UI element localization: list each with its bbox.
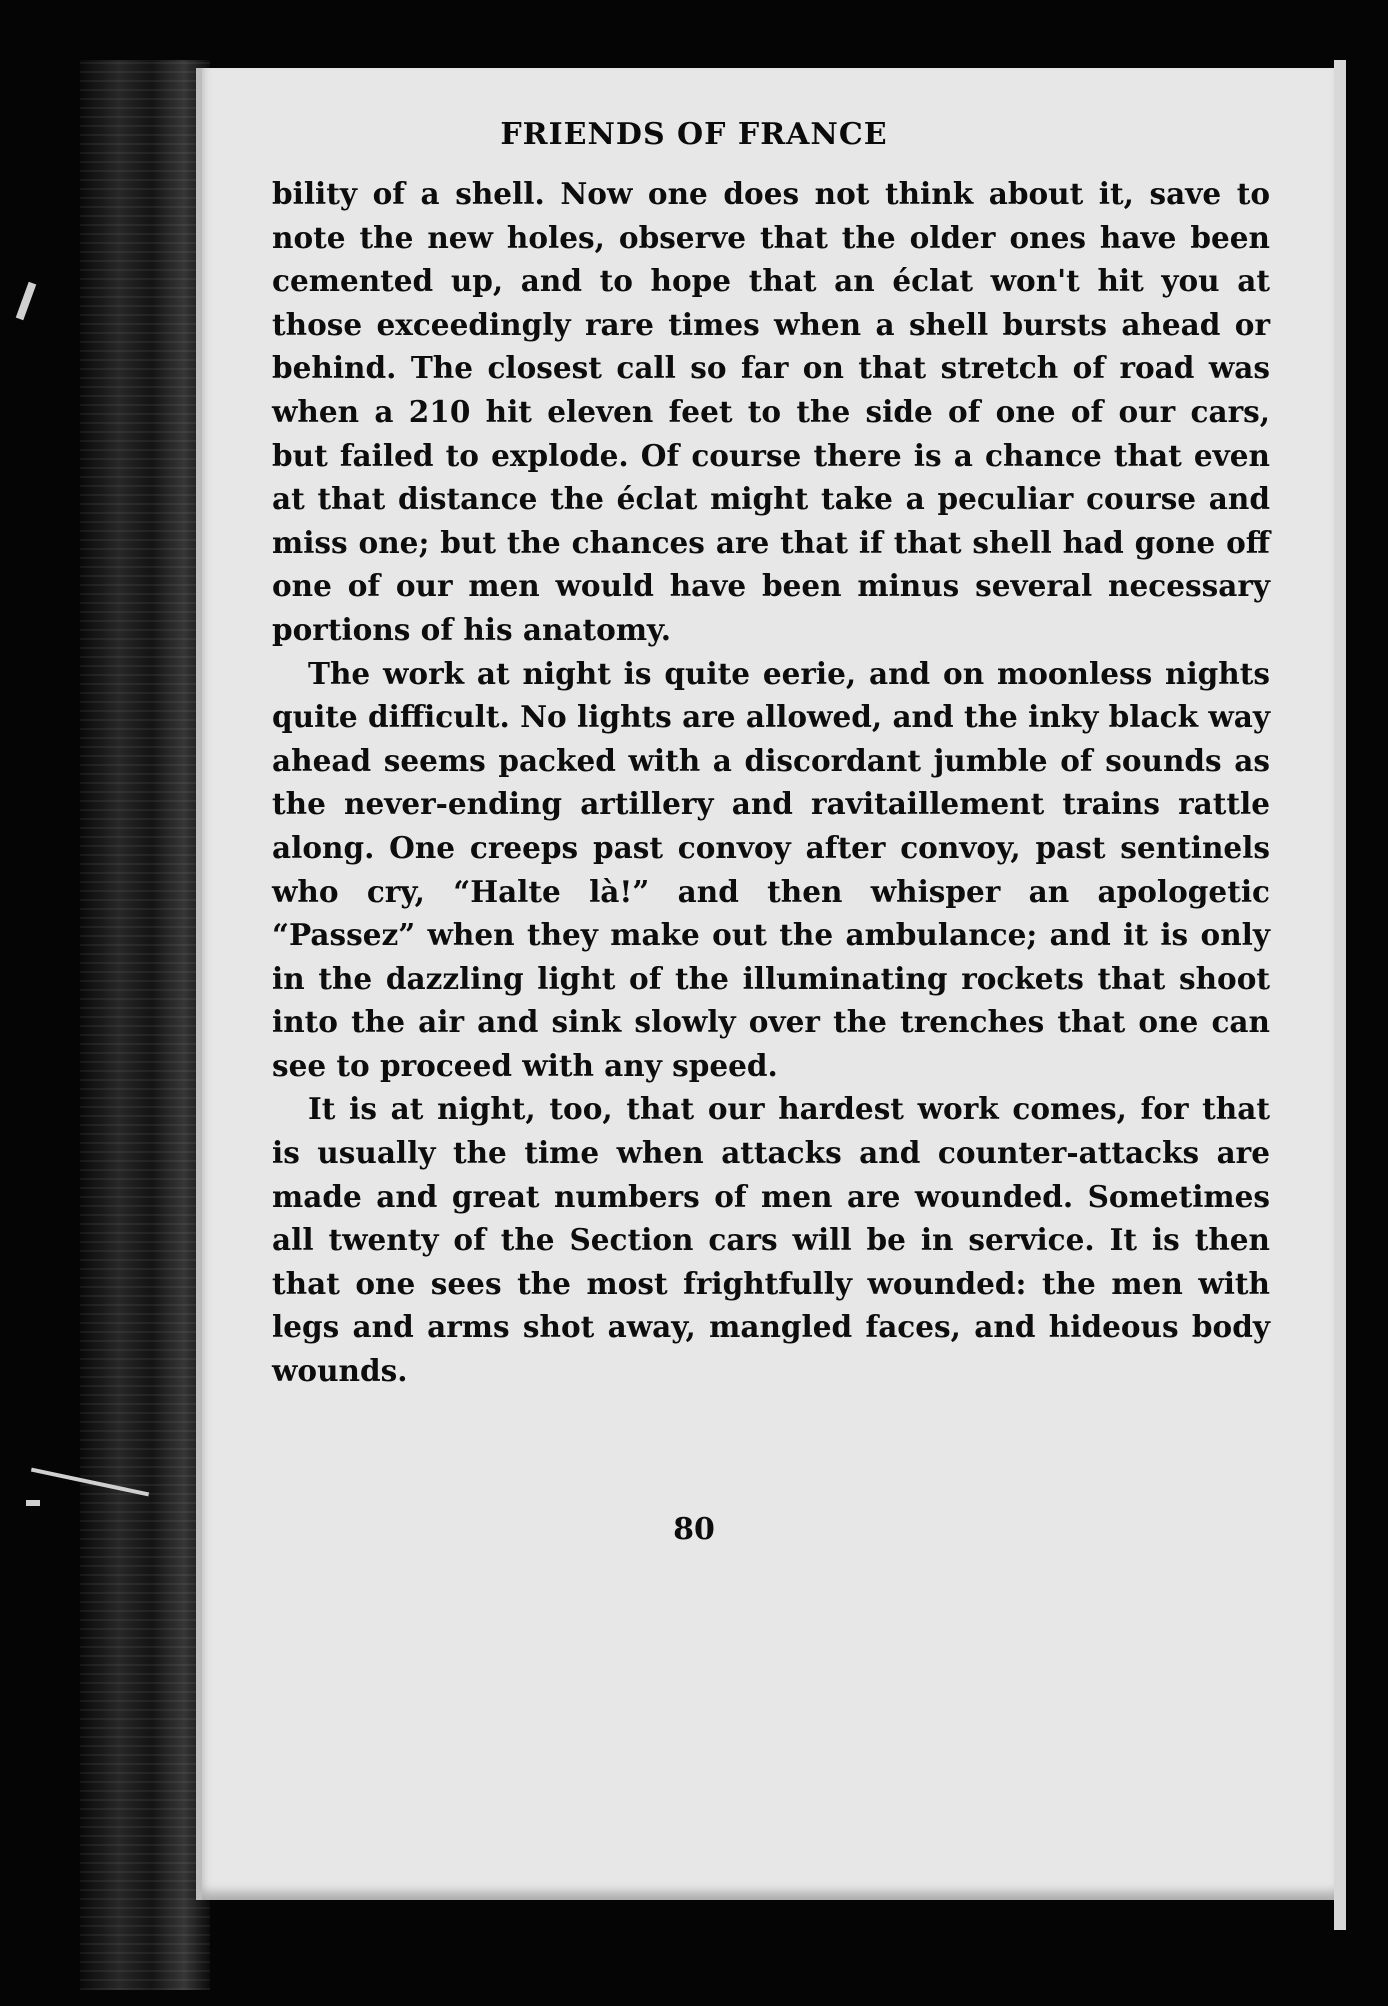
scan-mark <box>16 282 37 320</box>
page-body <box>272 172 1270 1393</box>
scan-mark <box>26 1500 40 1506</box>
page-right-edge <box>1334 60 1346 1930</box>
page-number: 80 <box>673 1512 715 1547</box>
paragraph-3: It is at night, too, that our hardest work comes, for that is usually the time when attacks and counter-attacks are made and great numbers of men are wounded. Sometimes all twenty of the Section cars will be in service. It is then that one sees the most frightfully wounded: the men with legs and arms shot away, mangled faces, and hideous body wounds. <box>272 1091 1270 1389</box>
paragraph-2: The work at night is quite eerie, and on moonless nights quite difficult. No lights are allowed, and the inky black way ahead seems packed with a discordant jumble of sounds as the never-ending artillery and ravitaillement trains rattle along. One creeps past convoy after convoy, past sentinels who cry, “Halte là!” and then whisper an apologetic “Passez” when they make out the ambulance; and it is only in the dazzling light of the illuminating rockets that shoot into the air and sink slowly over the trenches that one can see to proceed with any speed. <box>272 655 1270 1083</box>
book-binding-edge <box>80 60 210 1990</box>
paragraph-1: bility of a shell. Now one does not think about it, save to note the new holes, observe that the older ones have been cemented up, and to hope that an éclat won't hit you at those exceedingly rare times when a shell bursts ahead or behind. The closest call so far on that stretch of road was when a 210 hit eleven feet to the side of one of our cars, but failed to explode. Of course there is a chance that even at that distance the éclat might take a peculiar course and miss one; but the chances are that if that shell had gone off one of our men would have been minus several necessary portions of his anatomy. <box>272 176 1270 647</box>
running-head: FRIENDS OF FRANCE <box>500 117 888 152</box>
